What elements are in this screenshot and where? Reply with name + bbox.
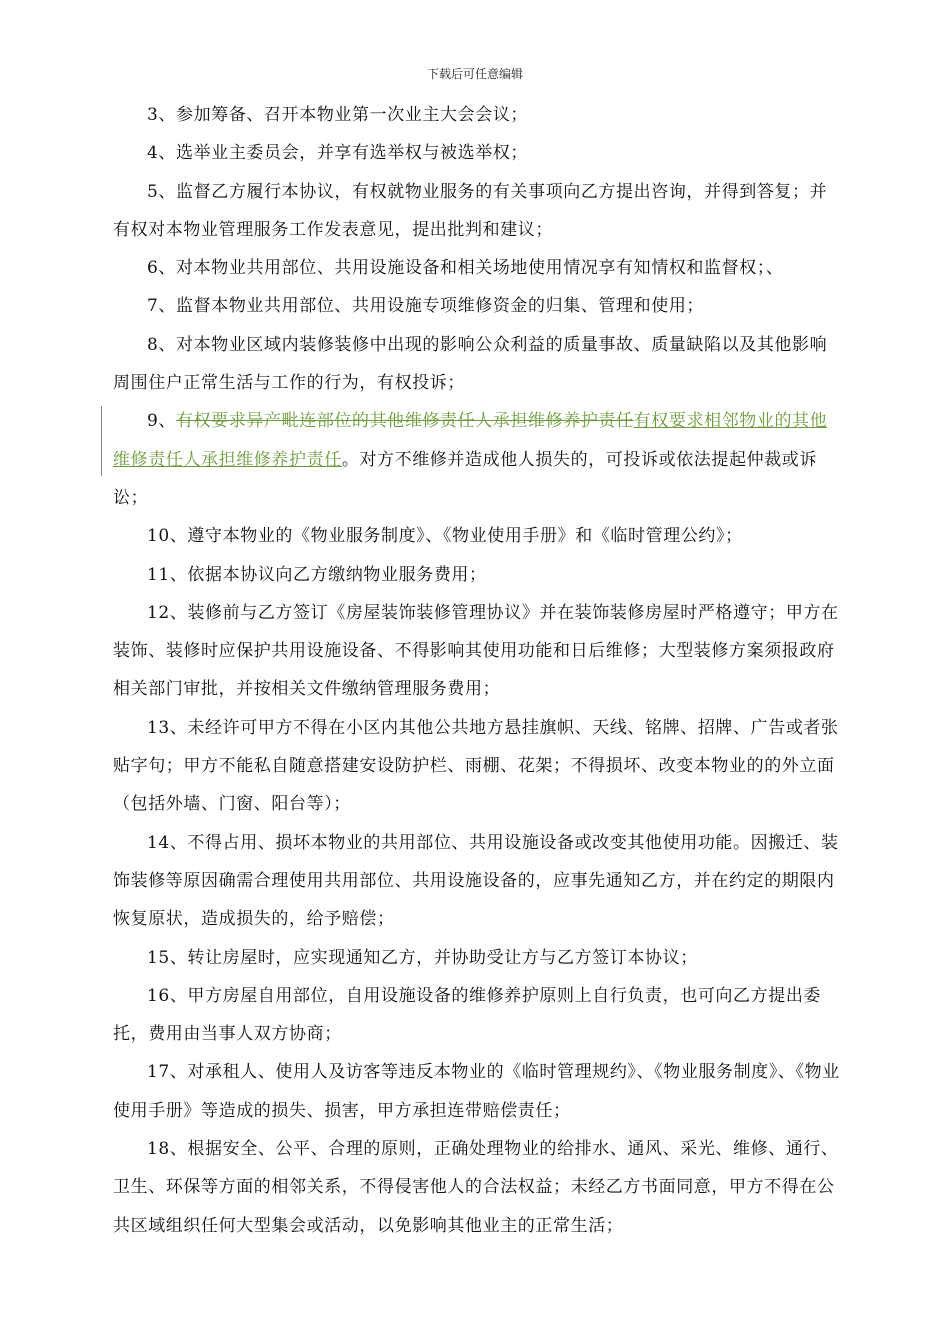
clause-9: [113, 402, 841, 517]
clause-11: 11、依据本协议向乙方缴纳物业服务费用；: [147, 564, 487, 585]
clause-17: 17、对承租人、使用人及访客等违反本物业的《临时管理规约》、《物业服务制度》、《物业使用手册》等造成的损失、损害，甲方承担连带赔偿责任；: [113, 1062, 840, 1121]
clause-5: 5、监督乙方履行本协议，有权就物业服务的有关事项向乙方提出咨询，并得到答复；并有权对本物业管理服务工作发表意见，提出批判和建议；: [113, 181, 828, 240]
clause-7: 7、监督本物业共用部位、共用设施专项维修资金的归集、管理和使用；: [147, 296, 705, 317]
clause-9-suffix: 。对方不维修并造成他人损失的，可投诉或依法提起仲裁或诉讼；: [113, 449, 818, 508]
inserted-text: 有权要求相邻物业的其他维修责任人承担维修养护责任: [113, 411, 828, 470]
document-body: [113, 96, 841, 1245]
clause-10: 10、遵守本物业的《物业服务制度》、《物业使用手册》和《临时管理公约》；: [147, 526, 743, 547]
revision-bar: [101, 406, 102, 476]
clause-9-prefix: 9、: [147, 411, 177, 432]
clause-15: 15、转让房屋时，应实现通知乙方，并协助受让方与乙方签订本协议；: [147, 947, 698, 968]
clause-4: 4、选举业主委员会，并享有选举权与被选举权；: [147, 143, 529, 164]
deleted-text: 有权要求异产毗连部位的其他维修责任人承担维修养护责任: [176, 411, 634, 432]
page-header: 下载后可任意编辑: [426, 67, 523, 81]
clause-14: 14、不得占用、损坏本物业的共用部位、共用设施设备或改变其他使用功能。因搬迁、装饰装修等原因确需合理使用共用部位、共用设施设备的，应事先通知乙方，并在约定的期限内恢复原状，造成损失的，给予赔偿；: [113, 832, 839, 930]
clause-18: 18、根据安全、公平、合理的原则，正确处理物业的给排水、通风、采光、维修、通行、卫生、环保等方面的相邻关系，不得侵害他人的合法权益；未经乙方书面同意，甲方不得在公共区域组织任何大型集会或活动，以免影响其他业主的正常生活；: [113, 1139, 839, 1236]
clause-3: 3、参加筹备、召开本物业第一次业主大会会议；: [147, 105, 529, 125]
clause-6: 6、对本物业共用部位、共用设施设备和相关场地使用情况享有知情权和监督权；、: [147, 258, 784, 279]
clause-8: 8、对本物业区域内装修装修中出现的影响公众利益的质量事故、质量缺陷以及其他影响周围住户正常生活与工作的行为，有权投诉；: [113, 334, 828, 394]
clause-12: 12、装修前与乙方签订《房屋装饰装修管理协议》并在装饰装修房屋时严格遵守；甲方在装饰、装修时应保护共用设施设备、不得影响其使用功能和日后维修；大型装修方案须报政府相关部门审批，并按相关文件缴纳管理服务费用；: [113, 602, 839, 700]
clause-16: 16、甲方房屋自用部位，自用设施设备的维修养护原则上自行负责，也可向乙方提出委托，费用由当事人双方协商；: [113, 985, 822, 1045]
clause-13: 13、未经许可甲方不得在小区内其他公共地方悬挂旗帜、天线、铭牌、招牌、广告或者张贴字句；甲方不能私自随意搭建安设防护栏、雨棚、花架；不得损坏、改变本物业的的外立面（包括外墙、门窗、阳台等）；: [113, 717, 839, 815]
